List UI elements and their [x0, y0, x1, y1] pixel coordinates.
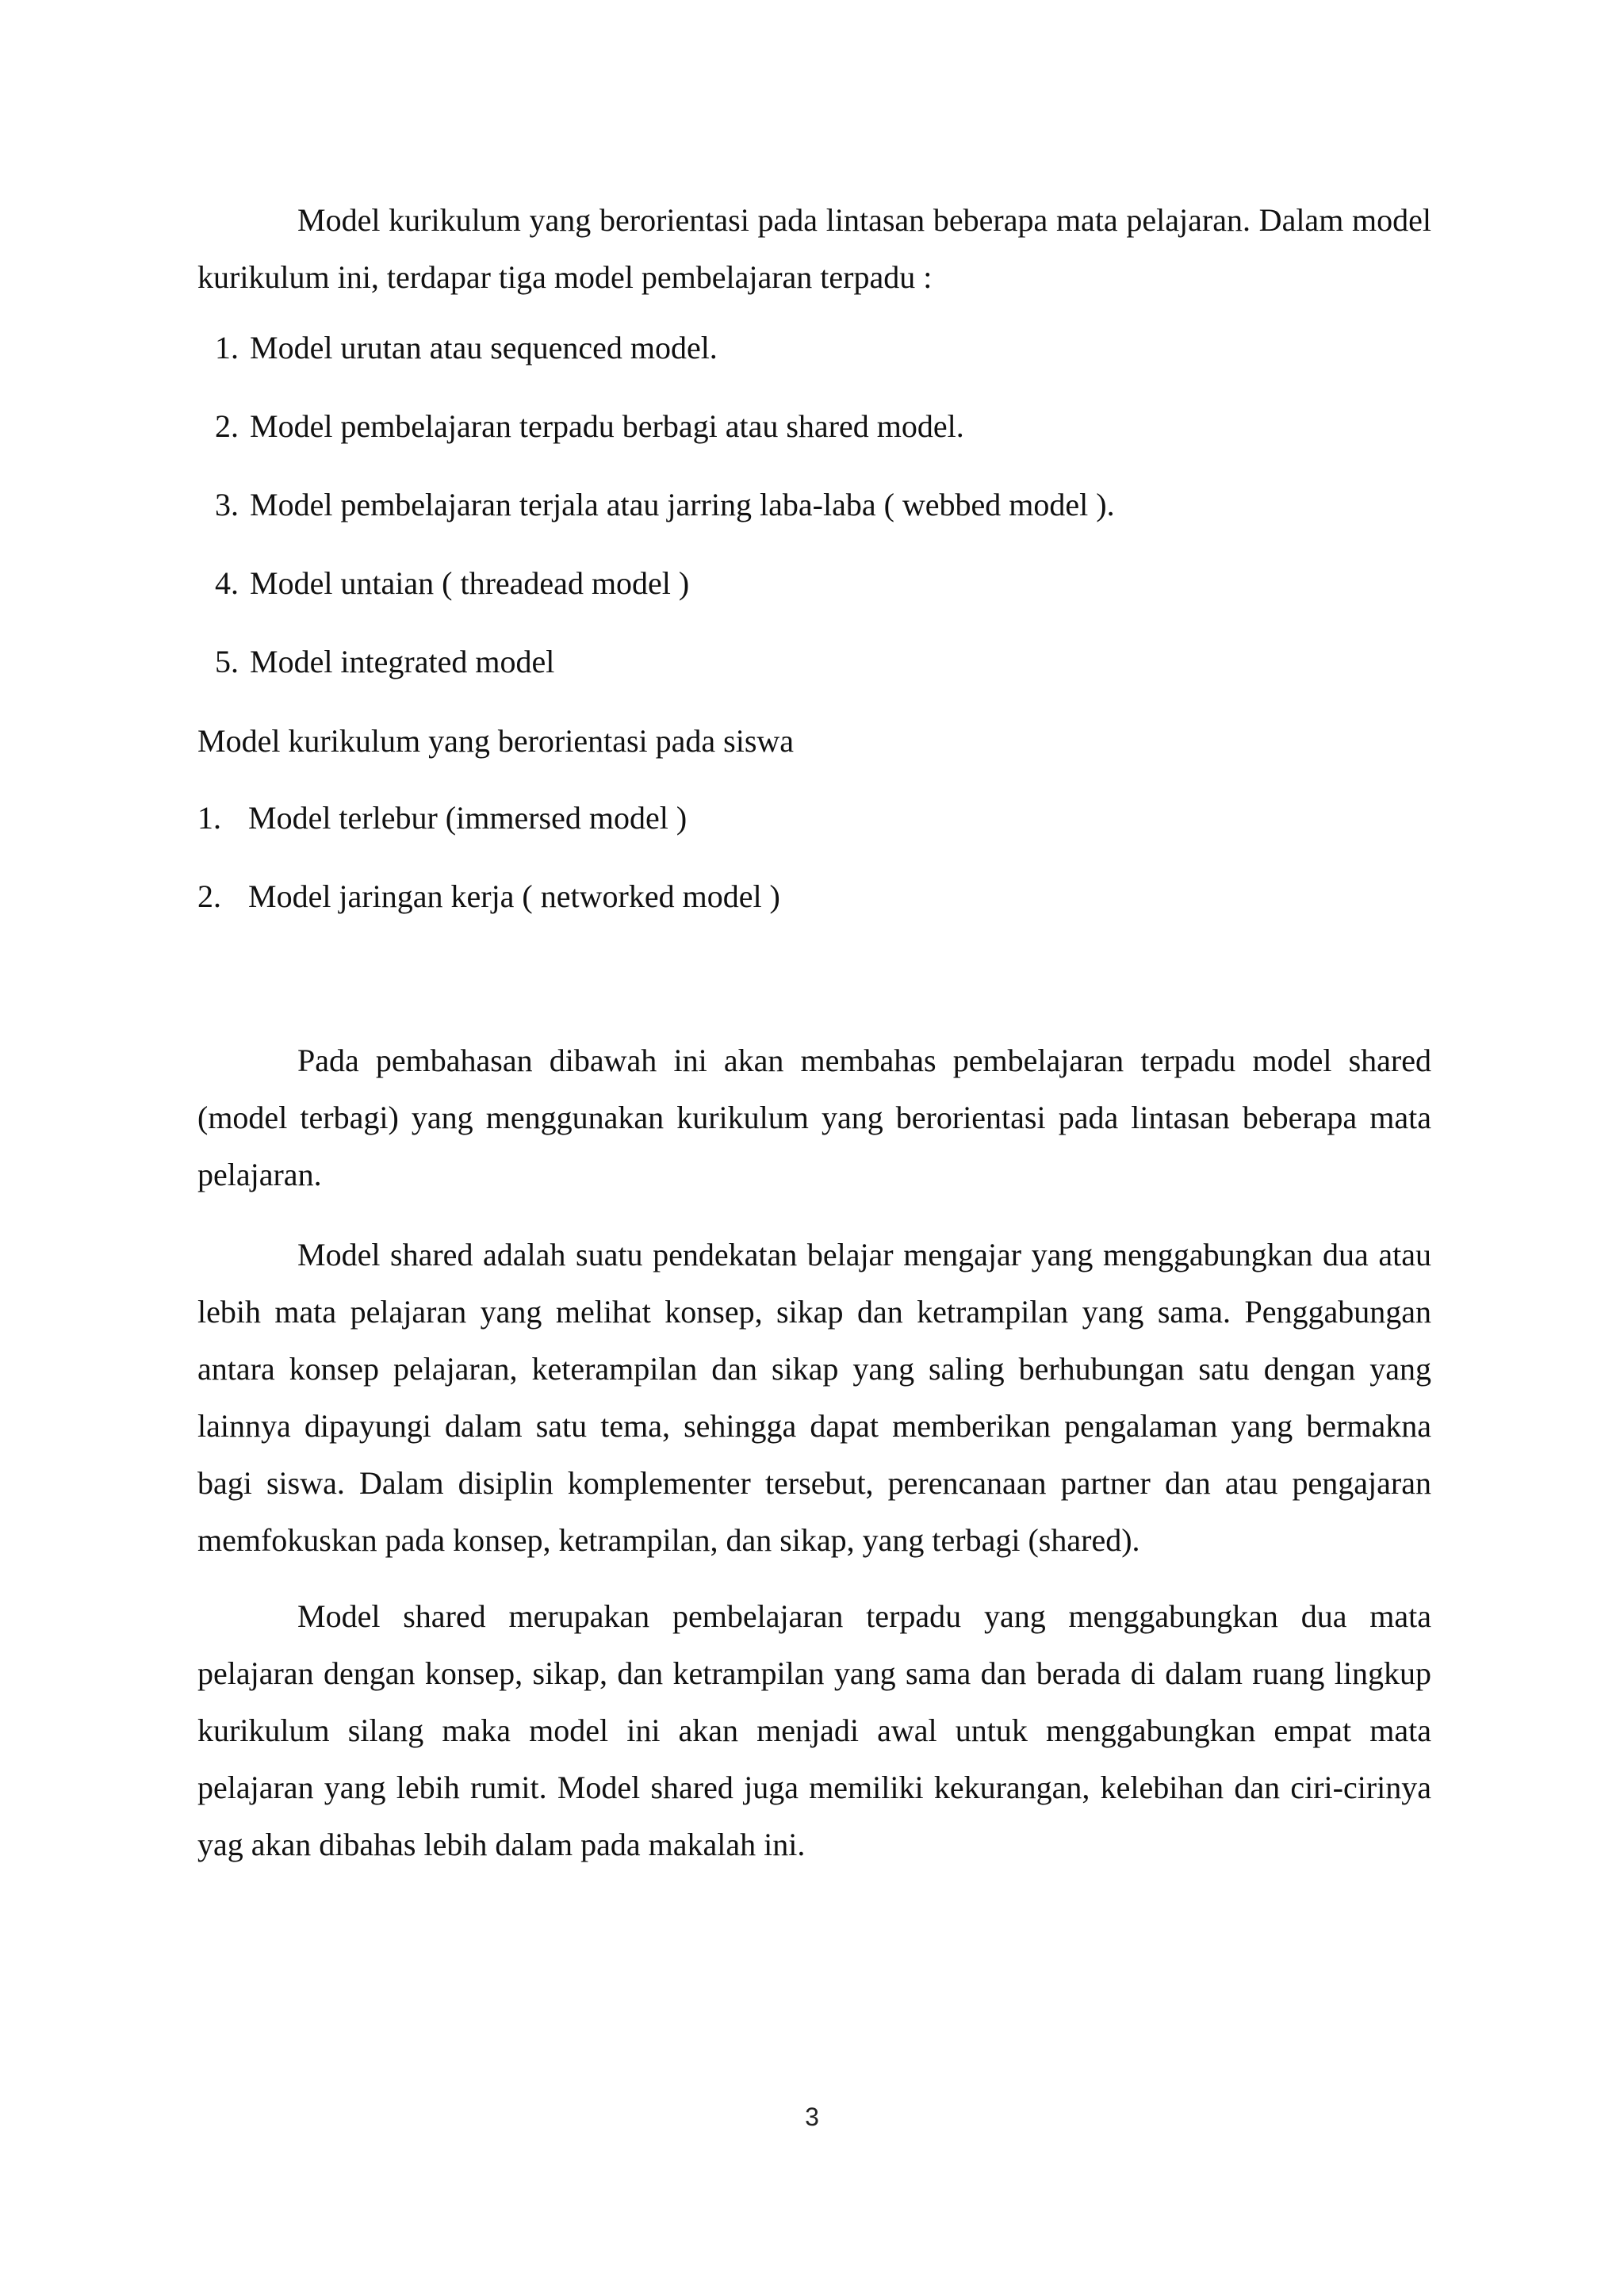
body-paragraph: Model shared merupakan pembelajaran terpadu yang menggabungkan dua mata pelajaran dengan konsep, sikap, dan ketrampilan yang sama dan berada di dalam ruang lingkup kurikulum silang maka model ini akan menjadi awal untuk menggabungkan empat mata pelajaran yang lebih rumit. Model shared juga memiliki kekurangan, kelebihan dan ciri-cirinya yag akan dibahas lebih dalam pada makalah ini.	[197, 1598, 1431, 1862]
list-item-number: 2.	[197, 878, 221, 914]
list-item-text: Model pembelajaran terpadu berbagi atau shared model.	[250, 408, 964, 444]
curriculum-model-list	[201, 329, 1434, 721]
list-item-text: Model integrated model	[250, 644, 555, 679]
list-item-text: Model urutan atau sequenced model.	[250, 330, 718, 365]
list-item	[201, 486, 1434, 564]
list-item	[201, 329, 1434, 408]
list-item	[197, 878, 1431, 956]
list-item-text: Model pembelajaran terjala atau jarring laba-laba ( webbed model ).	[250, 487, 1115, 522]
list-item-number: 3.	[215, 487, 239, 522]
list-item	[201, 408, 1434, 486]
list-item-text: Model terlebur (immersed model )	[248, 800, 688, 836]
list-item	[201, 564, 1434, 643]
list-item-number: 2.	[215, 408, 239, 444]
body-paragraph: Model shared adalah suatu pendekatan belajar mengajar yang menggabungkan dua atau lebih mata pelajaran yang melihat konsep, sikap dan ketrampilan yang sama. Penggabungan antara konsep pelajaran, keterampilan dan sikap yang saling berhubungan satu dengan yang lainnya dipayungi dalam satu tema, sehingga dapat memberikan pengalaman yang bermakna bagi siswa. Dalam disiplin komplementer tersebut, perencanaan partner dan atau pengajaran memfokuskan pada konsep, ketrampilan, dan sikap, yang terbagi (shared).	[197, 1237, 1431, 1558]
list-item	[197, 799, 1431, 878]
list-item-text: Model untaian ( threadead model )	[250, 565, 690, 601]
page-number: 3	[805, 2103, 819, 2131]
list-item-text: Model jaringan kerja ( networked model )	[248, 878, 780, 914]
list-item-number: 5.	[215, 644, 239, 679]
intro-paragraph: Model kurikulum yang berorientasi pada lintasan beberapa mata pelajaran. Dalam model kurikulum ini, terdapar tiga model pembelajaran terpadu :	[197, 202, 1431, 295]
list-item-number: 1.	[197, 800, 221, 836]
list-item-number: 4.	[215, 565, 239, 601]
body-paragraph: Pada pembahasan dibawah ini akan membahas pembelajaran terpadu model shared (model terbagi) yang menggunakan kurikulum yang berorientasi pada lintasan beberapa mata pelajaran.	[197, 1043, 1431, 1192]
list-item-number: 1.	[215, 330, 239, 365]
list-item	[201, 643, 1434, 721]
student-model-list	[197, 799, 1431, 956]
student-oriented-heading: Model kurikulum yang berorientasi pada siswa	[197, 723, 795, 759]
